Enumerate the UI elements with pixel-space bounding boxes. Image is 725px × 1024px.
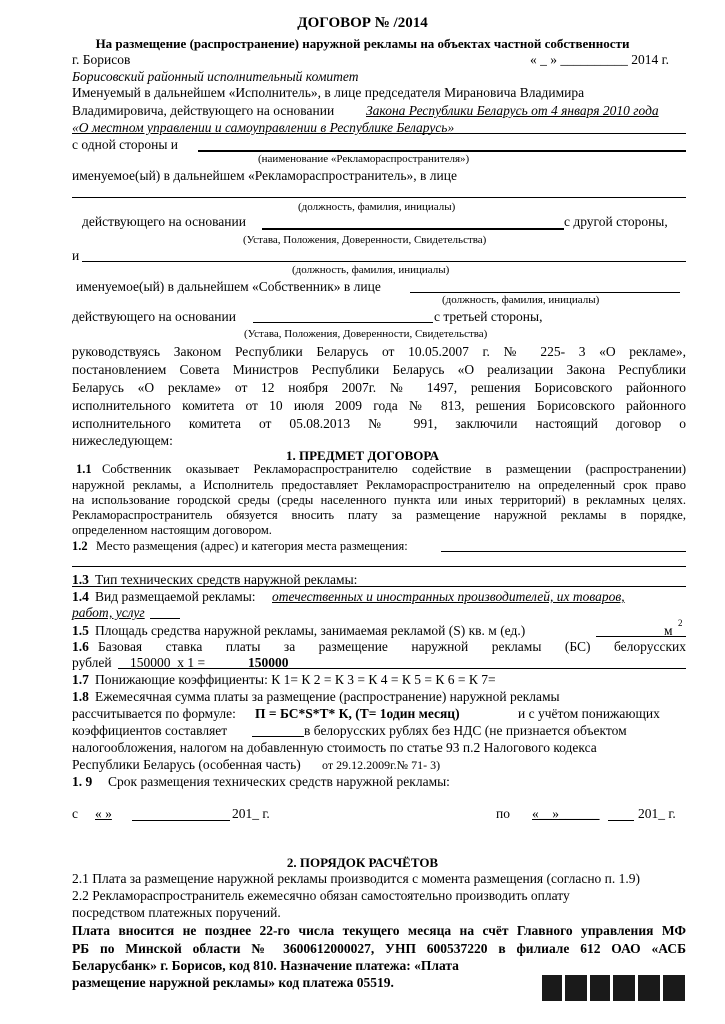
clause-1-6-label: Базовая ставка платы за размещение наружной рекламы (БС) белорусских (98, 639, 686, 654)
executor-organization: Борисовский районный исполнительный комитет (72, 69, 359, 84)
section-2-heading: 2. ПОРЯДОК РАСЧЁТОВ (286, 855, 439, 870)
clause-1-8-line-5a: Республики Беларусь (особенная часть) (72, 757, 301, 772)
clause-2-2-line-2: посредством платежных поручений. (72, 905, 281, 920)
clause-1-3-label: Тип технических средств наружной рекламы: (95, 572, 358, 587)
executor-basis-law: Закона Республики Беларусь от 4 января 2010 года (366, 103, 659, 118)
clause-1-7-label: Понижающие коэффициенты: К 1= К 2 = К 3 = К 4 = К 5 = К 6 = К 7= (95, 672, 496, 687)
and-label: и (72, 248, 80, 263)
area-unit-superscript: 2 (678, 618, 683, 628)
distributor-basis-caption: (Устава, Положения, Доверенности, Свидетельства) (243, 234, 487, 246)
clause-1-2-label: Место размещения (адрес) и категория места размещения: (96, 539, 408, 553)
clause-1-6-number: 1.6 (72, 639, 89, 654)
owner-acting-basis-label: действующего на основании (72, 309, 236, 324)
distributor-basis-field[interactable] (262, 228, 564, 230)
payment-formula: П = БС*S*Т* К, (Т= 1один месяц) (255, 706, 460, 721)
scan-artifact (613, 975, 635, 1001)
executor-basis-law-title: «О местном управлении и самоуправлении в Республике Беларусь» (72, 120, 455, 135)
clause-1-8-line-3b: в белорусских рублях без НДС (не признается объектом (304, 723, 627, 738)
preamble-line-3: Беларусь «О рекламе» от 12 ноября 2007г. № 1497, решения Борисовского районного (72, 380, 686, 395)
clause-1-4-label: Вид размещаемой рекламы: (95, 589, 256, 604)
preamble-line-5: исполнительного комитета от 05.08.2013 № 991, заключили настоящий договор о (72, 416, 686, 431)
side-three-label: с третьей стороны, (434, 309, 543, 324)
clause-1-5-number: 1.5 (72, 623, 89, 638)
period-from-year: 201_ г. (232, 806, 270, 821)
payment-terms-line-2: РБ по Минской области № 3600612000027, УНП 600537220 в филиале 612 ОАО «АСБ (72, 941, 686, 956)
clause-1-9-number: 1. 9 (72, 774, 93, 789)
distributor-name-field[interactable] (198, 150, 686, 152)
payment-terms-line-1: Плата вносится не позднее 22-го числа текущего месяца на счёт Главного управления МФ (72, 923, 686, 938)
section-1-heading: 1. ПРЕДМЕТ ДОГОВОРА (285, 448, 440, 463)
monthly-sum-field[interactable] (252, 736, 304, 737)
period-to-month-field[interactable] (608, 820, 634, 821)
clause-1-8-line-4: налогообложения, налогом на добавленную стоимость по статье 93 п.2 Налогового кодекса (72, 740, 597, 755)
preamble-line-6: нижеследующем: (72, 433, 173, 448)
preamble-line-1: руководствуясь Законом Республики Беларусь от 10.05.2007 г. № 225- 3 «О рекламе», (72, 344, 686, 359)
document-title: ДОГОВОР № /2014 (297, 15, 428, 31)
clause-1-6-currency: рублей (72, 655, 112, 670)
clause-1-8-line-5b: от 29.12.2009г.№ 71- 3) (322, 758, 441, 772)
clause-1-1-number: 1.1 (76, 462, 92, 476)
clause-1-1-line-3: на использование городской среды (среды населенного пункта или иных территорий) в рекламных целях. (72, 493, 686, 507)
scan-artifact (663, 975, 685, 1001)
scan-artifact (565, 975, 587, 1001)
distributor-representative-field[interactable] (72, 197, 686, 198)
period-to-label: по (496, 806, 510, 821)
clause-2-2-line-1: 2.2 Рекламораспространитель ежемесячно обязан самостоятельно производить оплату (72, 888, 570, 903)
placement-address-field[interactable] (441, 551, 686, 552)
payment-terms-line-4: размещение наружной рекламы» код платежа 05519. (72, 975, 394, 990)
clause-1-4-underline (150, 618, 180, 619)
owner-basis-caption: (Устава, Положения, Доверенности, Свидетельства) (244, 328, 488, 340)
document-subtitle: На размещение (распространение) наружной рекламы на объектах частной собственности (95, 36, 630, 51)
period-from-month-field[interactable] (132, 820, 230, 821)
clause-1-1-line-1: Собственник оказывает Рекламораспространителю содействие в размещении (распространении) (102, 462, 686, 476)
executor-line-1: Именуемый в дальнейшем «Исполнитель», в лице председателя Мирановича Владимира (72, 85, 585, 100)
clause-1-6-result: 150000 (248, 655, 289, 670)
clause-1-9-label: Срок размещения технических средств наружной рекламы: (108, 774, 450, 789)
clause-1-5-label: Площадь средства наружной рекламы, занимаемая рекламой (S) кв. м (ед.) (95, 623, 526, 638)
period-from-date[interactable]: « » (95, 806, 112, 821)
executor-basis-underline (420, 133, 686, 134)
preamble-line-4: исполнительного комитета от 10 июля 2009 года № 813, решения Борисовского районного (72, 398, 686, 413)
owner-position-caption-2: (должность, фамилия, инициалы) (442, 294, 600, 306)
preamble-line-2: постановлением Совета Министров Республики Беларусь «О реализации Закона Республики (72, 362, 686, 377)
owner-name-field[interactable] (82, 261, 686, 262)
period-to-year: 201_ г. (638, 806, 676, 821)
distributor-position-caption: (должность, фамилия, инициалы) (298, 201, 456, 213)
side-two-label: с другой стороны, (564, 214, 668, 229)
period-from-label: с (72, 806, 78, 821)
clause-1-4-value-2: работ, услуг (72, 605, 145, 620)
owner-position-caption-1: (должность, фамилия, инициалы) (292, 264, 450, 276)
contract-city: г. Борисов (72, 52, 131, 67)
scan-artifact (638, 975, 660, 1001)
area-unit: м (664, 623, 673, 638)
clause-1-4-number: 1.4 (72, 589, 89, 604)
distributor-named-label: именуемое(ый) в дальнейшем «Рекламораспространитель», в лице (72, 168, 457, 183)
clause-1-8-line-3a: коэффициентов составляет (72, 723, 228, 738)
clause-1-2-number: 1.2 (72, 539, 88, 553)
clause-1-3-number: 1.3 (72, 572, 89, 587)
clause-1-8-number: 1.8 (72, 689, 89, 704)
placement-address-field-2[interactable] (72, 566, 686, 567)
owner-basis-field[interactable] (253, 322, 433, 323)
clause-1-8-line-2c: и с учётом понижающих (518, 706, 660, 721)
side-one-label: с одной стороны и (72, 137, 179, 152)
contract-date: « _ » __________ 2014 г. (530, 52, 670, 67)
clause-2-1: 2.1 Плата за размещение наружной рекламы производится с момента размещения (согласно п. 1.9) (72, 871, 641, 886)
clause-1-7-number: 1.7 (72, 672, 89, 687)
distributor-acting-basis-label: действующего на основании (82, 214, 246, 229)
clause-1-6-formula: 150000_х 1 = (130, 655, 206, 670)
distributor-name-caption: (наименование «Рекламораспространителя») (258, 153, 470, 165)
advertising-type-field[interactable] (72, 586, 686, 587)
clause-1-8-line-1: Ежемесячная сумма платы за размещение (распространение) наружной рекламы (95, 689, 560, 704)
clause-1-1-line-4: Рекламораспространитель обязуется вносить плату за размещение наружной рекламы в порядке, (72, 508, 686, 522)
owner-representative-field[interactable] (410, 292, 680, 293)
clause-1-8-line-2a: рассчитывается по формуле: (72, 706, 236, 721)
scan-artifact (590, 975, 610, 1001)
executor-line-2a: Владимировича, действующего на основании (72, 103, 335, 118)
clause-1-4-value-1: отечественных и иностранных производителей, их товаров, (272, 589, 625, 604)
payment-terms-line-3: Беларусбанк» г. Борисов, код 810. Назначение платежа: «Плата (72, 958, 459, 973)
owner-named-label: именуемое(ый) в дальнейшем «Собственник» в лице (76, 279, 381, 294)
scan-artifact (542, 975, 562, 1001)
clause-1-1-line-2: наружной рекламы, а Исполнитель предоставляет Рекламораспространителю на определенный срок право (72, 478, 686, 492)
clause-1-1-line-5: определенном настоящим договором. (72, 523, 272, 537)
base-rate-underline (118, 668, 686, 669)
period-to-date[interactable]: «__»______ (532, 806, 600, 821)
